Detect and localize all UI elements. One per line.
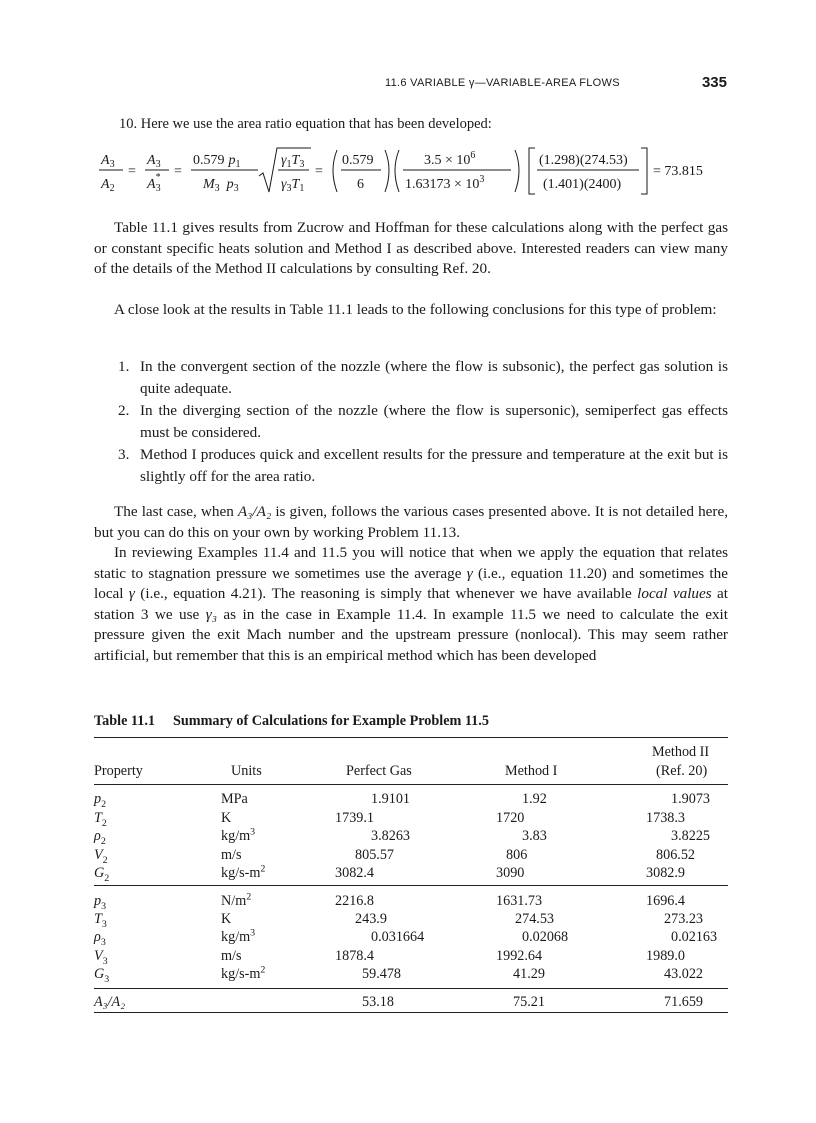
table-top-rule [94, 737, 728, 738]
table-section-rule [94, 885, 728, 886]
section-title: 11.6 VARIABLE γ—VARIABLE-AREA FLOWS [385, 77, 620, 89]
table-bottom-rule [94, 1012, 728, 1013]
conclusion-item: 1. In the convergent section of the nozzle (where the flow is subsonic), the perfect gas solution is quite adequate. [118, 358, 728, 397]
conclusion-item: 3. Method I produces quick and excellent results for the pressure and temperature at the exit but is slightly off for the area ratio. [118, 446, 728, 485]
paragraph-3: The last case, when A₃/A₂ is given, follows the various cases presented above. It is not detailed here, but you can do this on your own by working Problem 11.13. [94, 503, 728, 541]
eq-n1-num: 0.579 [342, 153, 374, 168]
paragraph-1: Table 11.1 gives results from Zucrow and Hoffman for these calculations along with the perfect gas or constant specific heats solution and Method I as described above. Interested readers can view many of the details of the Method II calculations by consulting Ref. 20. [94, 219, 728, 278]
eq-lhs-den: $A_2$ [101, 177, 115, 194]
header-method2: Method II [652, 744, 710, 760]
conclusion-item: 2. In the diverging section of the nozzle (where the flow is supersonic), semiperfect gas effects must be considered. [118, 402, 728, 441]
page-number: 335 [701, 74, 727, 91]
eq-n2-den: $1.63173 \times 10^3$ [405, 174, 485, 192]
eq-coef: 0.579 $p_1$ [193, 153, 241, 170]
eq-sqrt-den: $\gamma_3T_1$ [281, 177, 305, 194]
table-header-rule [94, 784, 728, 785]
eq-astar: $A_3*$ [147, 172, 161, 194]
table-ratio-rule [94, 988, 728, 989]
svg-text:=: = [174, 164, 182, 179]
eq-result: = 73.815 [653, 164, 703, 179]
header-method2-ref: (Ref. 20) [656, 763, 708, 779]
eq-n3-num: (1.298)(274.53) [539, 153, 628, 168]
svg-text:=: = [315, 164, 323, 179]
paragraph-2: A close look at the results in Table 11.1 leads to the following conclusions for this type of problem: [114, 301, 717, 318]
table-caption: Table 11.1 Summary of Calculations for Example Problem 11.5 [94, 713, 489, 729]
header-method1: Method I [505, 763, 558, 779]
header-units: Units [231, 763, 262, 779]
eq-lhs-num: $A_3$ [101, 153, 115, 170]
header-property: Property [94, 763, 143, 779]
eq-m3p3: $M_3$ $p_3$ [203, 177, 239, 194]
paragraph-4: In reviewing Examples 11.4 and 11.5 you will notice that when we apply the equation that relates static to stagnation pressure we sometimes use the average γ (i.e., equation 11.20) and sometimes the local γ (i.e., equation 4.21). The reasoning is simply that whenever we have available local values at station 3 we use γ₃ as in the case in Example 11.4. In example 11.5 we need to calculate the exit pressure given the exit Mach number and the upstream pressure (nonlocal). This may seem rather artificial, but remember that this is an empirical method which has been developed [94, 544, 729, 664]
header-perfect-gas: Perfect Gas [346, 763, 412, 779]
eq-sqrt-num: $\gamma_1T_3$ [281, 153, 305, 170]
svg-text:=: = [128, 164, 136, 179]
eq-a3: $A_3$ [147, 153, 161, 170]
conclusions-list [94, 356, 728, 488]
eq-n3-den: (1.401)(2400) [543, 177, 622, 192]
eq-n2-num: $3.5 \times 10^6$ [424, 150, 476, 168]
eq-n1-den: 6 [357, 177, 364, 192]
running-header [385, 74, 727, 94]
list-item-10: 10. Here we use the area ratio equation that has been developed: [119, 116, 492, 132]
area-ratio-equation [99, 140, 739, 200]
